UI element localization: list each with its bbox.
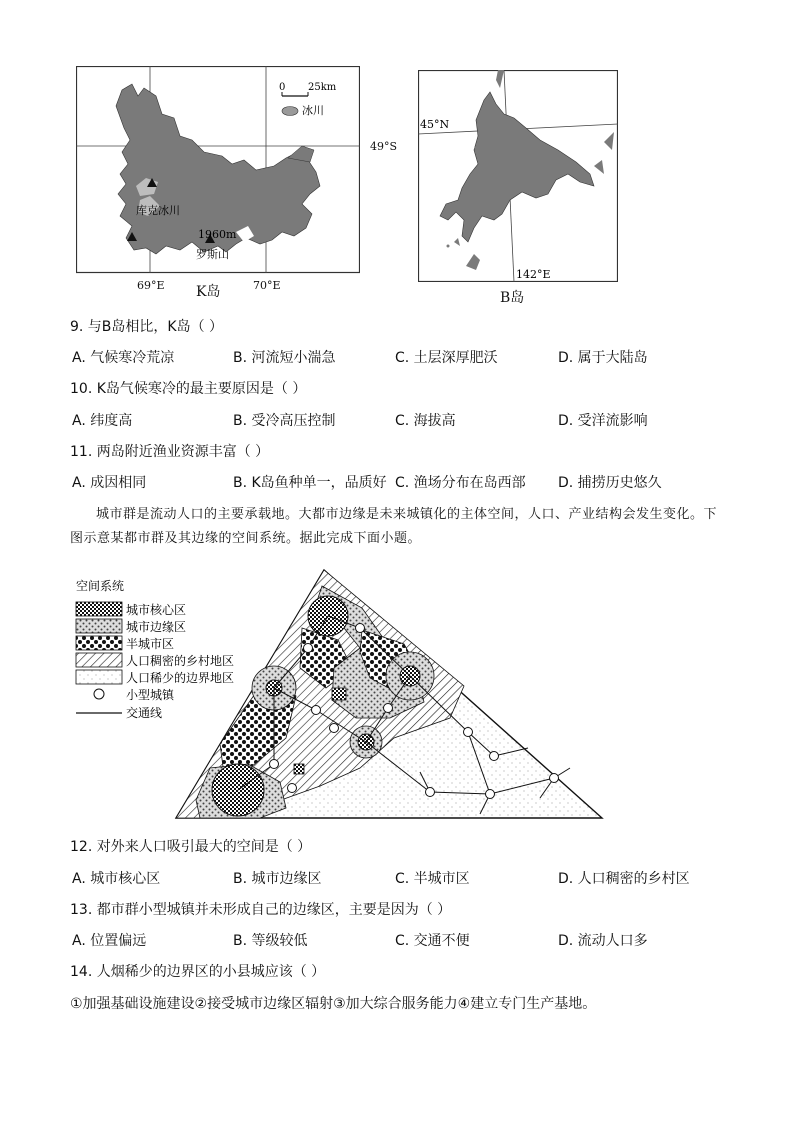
glacier-legend-symbol (282, 107, 298, 116)
question-11-stem: 11. 两岛附近渔业资源丰富（ ） (70, 444, 270, 460)
svg-text:城市边缘区: 城市边缘区 (126, 620, 187, 634)
svg-text:人口稀少的边界地区: 人口稀少的边界地区 (126, 671, 235, 685)
b-island-map (418, 70, 618, 282)
legend-title: 空间系统 (76, 579, 125, 593)
question-9-option-d[interactable]: D. 属于大陆岛 (558, 350, 648, 366)
question-11-option-c[interactable]: C. 渔场分布在岛西部 (395, 475, 526, 491)
question-14-choices: ①加强基础设施建设②接受城市边缘区辐射③加大综合服务能力④建立专门生产基地。 (70, 996, 597, 1012)
question-10-option-a[interactable]: A. 纬度高 (72, 413, 133, 429)
mountain-name: 罗斯山 (196, 248, 229, 261)
k-island-figure (76, 66, 360, 276)
question-10-option-b[interactable]: B. 受冷高压控制 (233, 413, 336, 429)
k-island-map (76, 66, 360, 276)
glacier-legend-label: 冰川 (302, 104, 324, 117)
question-13-option-d[interactable]: D. 流动人口多 (558, 933, 648, 949)
scale-zero: 0 (279, 82, 286, 93)
question-13-option-b[interactable]: B. 等级较低 (233, 933, 308, 949)
b-map-caption: B岛 (500, 290, 525, 306)
k-lon-right: 70°E (253, 279, 281, 292)
k-map-caption: K岛 (196, 284, 221, 300)
k-lon-left: 69°E (137, 279, 165, 292)
question-13-stem: 13. 都市群小型城镇并未形成自己的边缘区，主要是因为（ ） (70, 902, 452, 918)
question-12-option-a[interactable]: A. 城市核心区 (72, 871, 161, 887)
question-12-option-d[interactable]: D. 人口稠密的乡村区 (558, 871, 690, 887)
question-9-option-b[interactable]: B. 河流短小湍急 (233, 350, 336, 366)
svg-text:小型城镇: 小型城镇 (126, 688, 175, 702)
svg-text:人口稠密的乡村地区: 人口稠密的乡村地区 (126, 654, 235, 668)
question-14-stem: 14. 人烟稀少的边界区的小县城应该（ ） (70, 964, 326, 980)
b-lat-label: 45°N (420, 118, 450, 131)
question-13-option-c[interactable]: C. 交通不便 (395, 933, 470, 949)
legend-item-edge (76, 619, 186, 634)
question-12-stem: 12. 对外来人口吸引最大的空间是（ ） (70, 839, 312, 855)
svg-text:交通线: 交通线 (126, 706, 163, 720)
legend-item-town (94, 687, 175, 702)
question-9-option-c[interactable]: C. 土层深厚肥沃 (395, 350, 498, 366)
space-system-diagram (70, 568, 610, 823)
b-island-figure (418, 70, 618, 282)
question-12-option-c[interactable]: C. 半城市区 (395, 871, 470, 887)
question-9-option-a[interactable]: A. 气候寒冷荒凉 (72, 350, 175, 366)
question-13-option-a[interactable]: A. 位置偏远 (72, 933, 147, 949)
question-11-option-d[interactable]: D. 捕捞历史悠久 (558, 475, 662, 491)
scale-value: 25km (308, 82, 337, 93)
question-10-option-c[interactable]: C. 海拔高 (395, 413, 456, 429)
passage-text: 城市群是流动人口的主要承载地。大都市边缘是未来城镇化的主体空间，人口、产业结构会发生变化。下图示意某都市群及其边缘的空间系统。据此完成下面小题。 (70, 507, 718, 546)
question-10-option-d[interactable]: D. 受洋流影响 (558, 413, 648, 429)
k-lat-label: 49°S (370, 140, 398, 153)
peak-elevation: 1960m (198, 228, 237, 241)
glacier-name: 库克冰川 (136, 204, 180, 217)
legend-item-semi (76, 636, 174, 651)
legend-item-border (76, 670, 234, 685)
legend-item-core (76, 602, 186, 617)
svg-text:半城市区: 半城市区 (126, 637, 175, 651)
svg-text:城市核心区: 城市核心区 (126, 603, 187, 617)
question-11-option-b[interactable]: B. K岛鱼种单一，品质好 (233, 475, 387, 491)
question-10-stem: 10. K岛气候寒冷的最主要原因是（ ） (70, 381, 307, 397)
question-11-option-a[interactable]: A. 成因相同 (72, 475, 147, 491)
legend-item-rural (76, 653, 234, 668)
space-system-figure (70, 568, 610, 823)
question-12-option-b[interactable]: B. 城市边缘区 (233, 871, 322, 887)
question-9-stem: 9. 与B岛相比，K岛（ ） (70, 319, 224, 335)
legend-item-road (76, 705, 162, 720)
b-lon-label: 142°E (516, 268, 551, 281)
